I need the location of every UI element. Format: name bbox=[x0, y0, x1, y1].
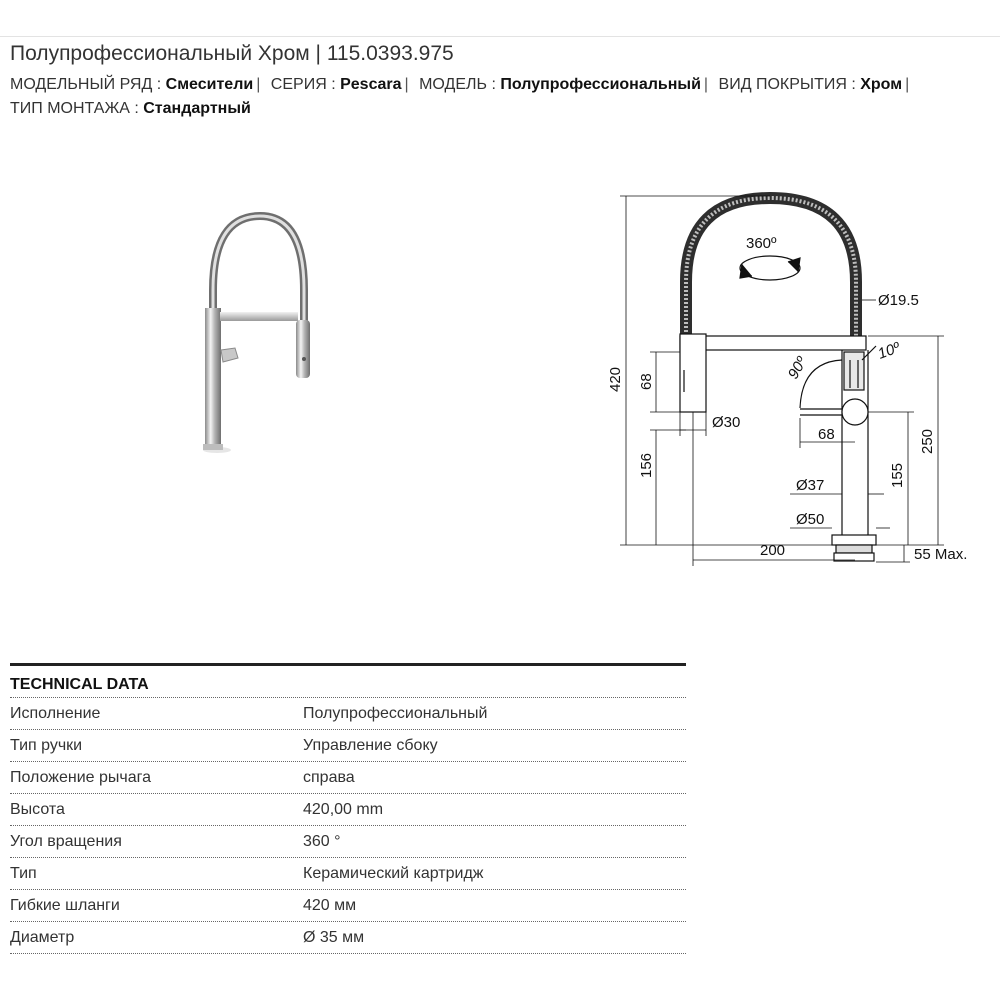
row-value: справа bbox=[303, 769, 355, 786]
dim-lever-reach: 68 bbox=[818, 426, 835, 443]
table-row bbox=[10, 890, 686, 922]
product-photo bbox=[190, 200, 330, 460]
dim-shank-diameter: Ø37 bbox=[796, 477, 825, 494]
dim-base-diameter: Ø50 bbox=[796, 511, 825, 528]
row-value: Полупрофессиональный bbox=[303, 705, 488, 722]
meta-series-range: МОДЕЛЬНЫЙ РЯД : Смесители | bbox=[10, 76, 261, 93]
table-row bbox=[10, 762, 686, 794]
table-row bbox=[10, 698, 686, 730]
dim-reach: 200 bbox=[760, 542, 786, 559]
dim-max-thickness: 55 Max. bbox=[914, 546, 968, 563]
table-row bbox=[10, 922, 686, 954]
row-value: Керамический картридж bbox=[303, 865, 484, 882]
technical-data-table bbox=[10, 663, 686, 954]
dim-height-total: 420 bbox=[607, 366, 624, 392]
dim-height-250: 250 bbox=[919, 428, 936, 454]
meta-mounting: ТИП МОНТАЖА : Стандартный bbox=[10, 100, 251, 117]
row-value: Ø 35 мм bbox=[303, 929, 365, 946]
row-key: Гибкие шланги bbox=[10, 897, 120, 914]
page-title: Полупрофессиональный Хром | 115.0393.975 bbox=[10, 42, 454, 65]
dim-lever-angle-right: 10º bbox=[875, 339, 903, 363]
dim-rotation: 360º bbox=[746, 235, 777, 252]
dim-body-diameter: Ø30 bbox=[712, 414, 741, 431]
dim-hose-diameter: Ø19.5 bbox=[878, 292, 919, 309]
table-row bbox=[10, 794, 686, 826]
row-value: 420 мм bbox=[303, 897, 357, 914]
top-divider bbox=[0, 36, 1000, 37]
row-key: Исполнение bbox=[10, 705, 101, 722]
table-title: TECHNICAL DATA bbox=[10, 666, 686, 698]
dim-height-155: 155 bbox=[889, 462, 906, 488]
table-row bbox=[10, 730, 686, 762]
meta-finish: ВИД ПОКРЫТИЯ : Хром | bbox=[718, 76, 910, 93]
row-value: Управление сбоку bbox=[303, 737, 438, 754]
table-row bbox=[10, 826, 686, 858]
technical-drawing bbox=[596, 182, 1000, 572]
row-key: Высота bbox=[10, 801, 65, 818]
dim-body-height: 68 bbox=[638, 373, 655, 390]
product-meta bbox=[10, 73, 1000, 121]
row-key: Тип bbox=[10, 865, 37, 882]
dim-lever-angle-up: 90º bbox=[784, 354, 811, 382]
table-row bbox=[10, 858, 686, 890]
meta-series: СЕРИЯ : Pescara | bbox=[270, 76, 409, 93]
row-key: Угол вращения bbox=[10, 833, 122, 850]
row-key: Положение рычага bbox=[10, 769, 152, 786]
dim-base-height: 156 bbox=[638, 452, 655, 478]
row-value: 360 ° bbox=[303, 833, 341, 850]
row-key: Тип ручки bbox=[10, 737, 83, 754]
row-value: 420,00 mm bbox=[303, 801, 384, 818]
row-key: Диаметр bbox=[10, 929, 75, 946]
meta-model: МОДЕЛЬ : Полупрофессиональный | bbox=[419, 76, 709, 93]
